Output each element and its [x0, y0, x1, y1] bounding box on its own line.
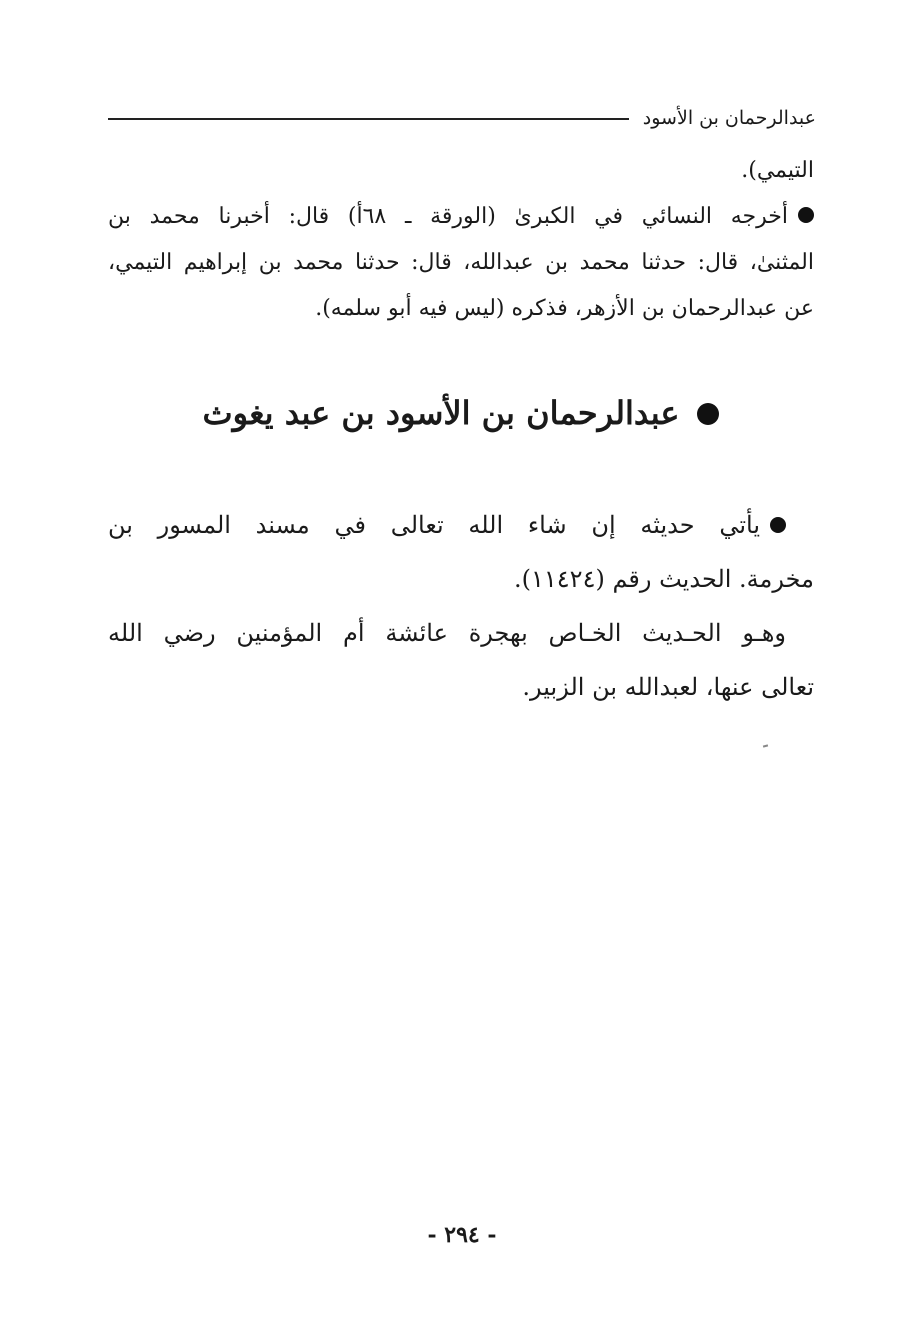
running-header-title: عبدالرحمان بن الأسود: [642, 107, 816, 129]
section-heading: [108, 388, 814, 438]
page-number: - ٢٩٤ -: [427, 1222, 497, 1248]
text-line: المثنىٰ، قال: حدثنا محمد بن عبدالله، قال: حدثنا محمد بن إبراهيم التيمي،: [108, 250, 814, 275]
header-rule: [108, 118, 629, 120]
text-line: التيمي).: [741, 158, 814, 183]
stray-mark: [763, 744, 768, 747]
running-header: [108, 103, 816, 133]
text-line: عن عبدالرحمان بن الأزهر، فذكره (ليس فيه أبو سلمه).: [315, 296, 814, 321]
bullet-icon: [770, 517, 786, 533]
paragraph-nasai-reference: [108, 148, 814, 332]
text-line-with-bullet: [108, 194, 814, 240]
bullet-icon: [697, 403, 719, 425]
text-line: يأتي حديثه إن شاء الله تعالى في مسند المسور بن: [108, 511, 760, 539]
text-line: أخرجه النسائي في الكبرىٰ (الورقة ـ ٦٨أ) قال: أخبرنا محمد بن: [108, 204, 788, 229]
section-heading-text: عبدالرحمان بن الأسود بن عبد يغوث: [202, 394, 680, 432]
paragraph-musawwar-reference: [108, 498, 814, 714]
text-line: وهـو الحـديث الخـاص بهجرة عائشة أم المؤمنين رضي الله: [108, 619, 786, 647]
text-line-with-bullet: [108, 498, 814, 552]
text-line: مخرمة. الحديث رقم (١١٤٢٤).: [514, 565, 814, 593]
bullet-icon: [798, 207, 814, 223]
text-line: تعالى عنها، لعبدالله بن الزبير.: [522, 673, 814, 701]
